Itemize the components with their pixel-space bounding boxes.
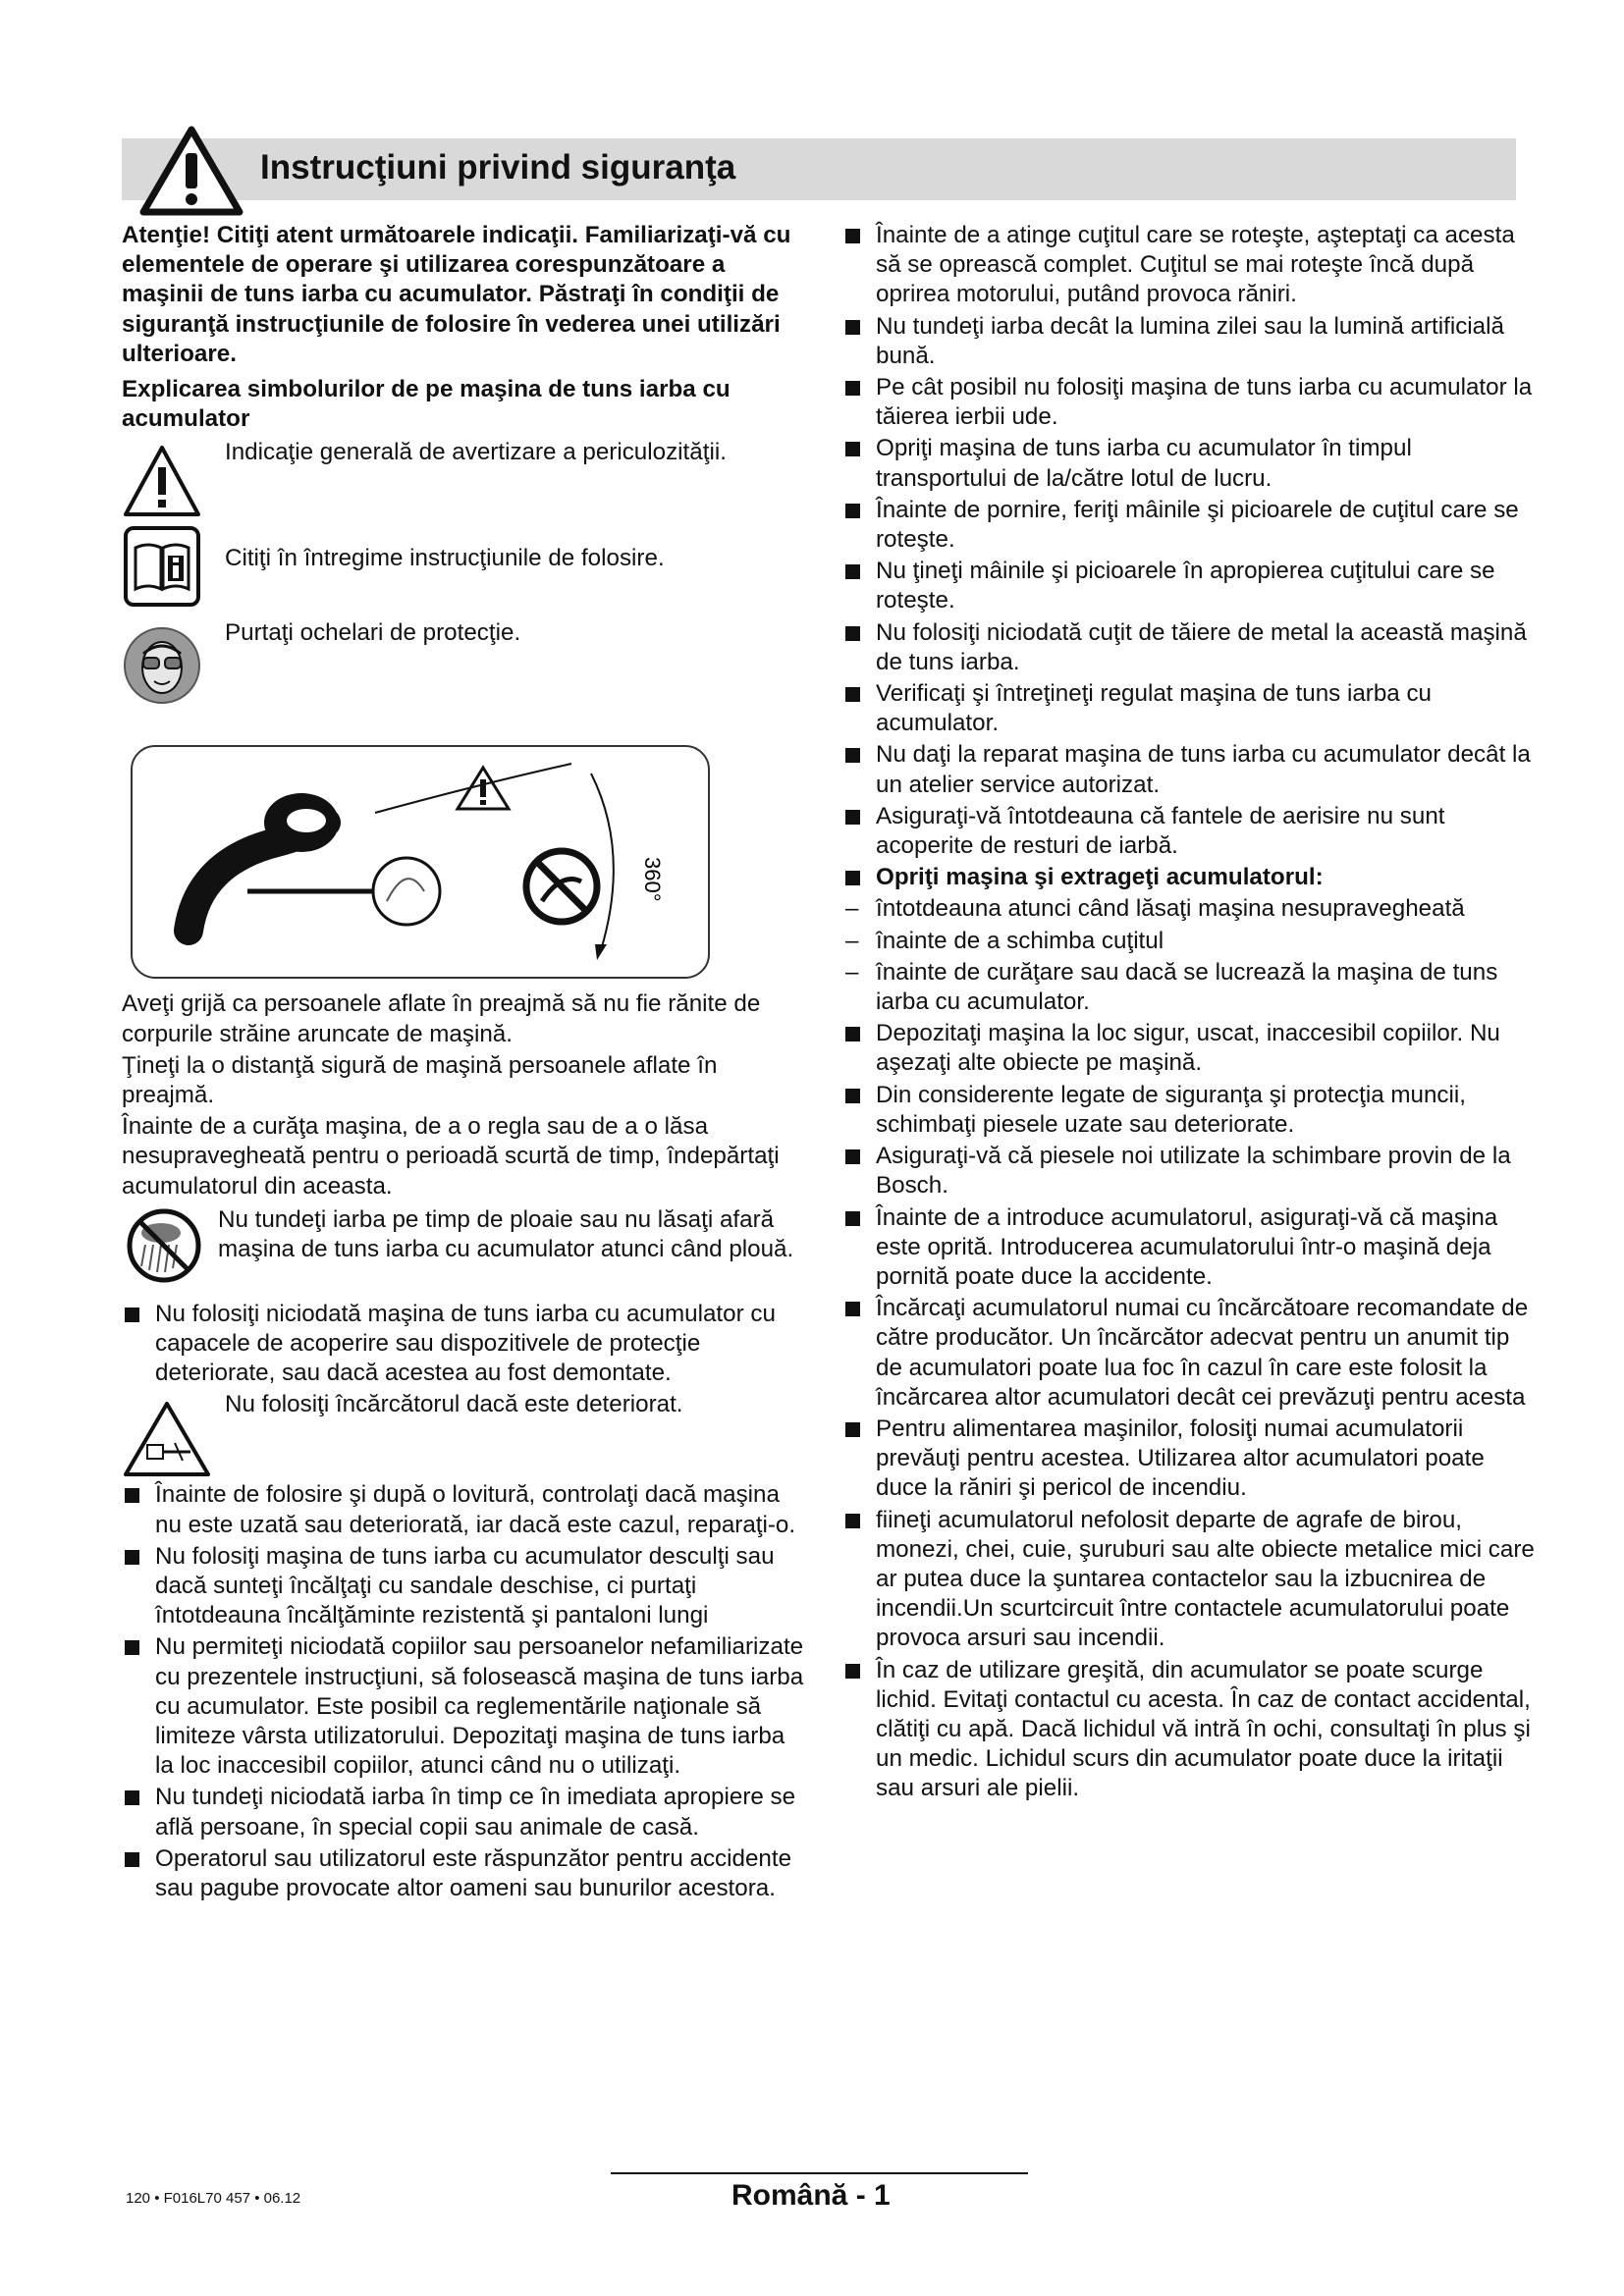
bullet-square-icon xyxy=(845,1089,860,1103)
list-item: fiineţi acumulatorul nefolosit departe de agrafe de birou, monezi, chei, cuie, şuruburi sau alte obiecte metalice mici care ar putea duce la şuntarea contactelor sau la izbucnirea de incendii.Un scurtcircuit între contactele acumulatorului poate provoca arsuri sau incendii. xyxy=(842,1506,1542,1654)
symbol-warning-text: Indicaţie generală de avertizare a periculozităţii. xyxy=(225,439,727,466)
symbol-rain-text: Nu tundeţi iarba pe timp de ploaie sau nu lăsaţi afară maşina de tuns iarba cu acumulator atunci când plouă. xyxy=(218,1205,794,1263)
bullet-square-icon xyxy=(845,687,860,702)
bullet-square-icon xyxy=(845,626,860,641)
page-title: Instrucţiuni privind siguranţa xyxy=(260,148,736,187)
bullet-square-icon xyxy=(845,871,860,885)
list-item: Înainte de pornire, feriţi mâinile şi picioarele de cuţitul care se roteşte. xyxy=(842,496,1542,555)
list-item: Nu ţineţi mâinile şi picioarele în apropierea cuţitului care se roteşte. xyxy=(842,557,1542,615)
bullet-square-icon xyxy=(125,1488,139,1503)
warning-triangle-icon xyxy=(137,124,245,218)
bullet-square-icon xyxy=(125,1852,139,1867)
no-rain-icon xyxy=(126,1207,202,1284)
bullet-square-icon xyxy=(845,1149,860,1164)
symbol-row-manual xyxy=(122,524,805,618)
bullet-square-icon xyxy=(125,1308,139,1322)
list-item: Încărcaţi acumulatorul numai cu încărcătoare recomandate de către producător. Un încărcător adecvat pentru un anumit tip de acumulatori poate lua foc în cazul în care este folosit la încărcarea altor acumulatori decât cei prevăzuţi pentru acesta xyxy=(842,1294,1542,1413)
bullet-square-icon xyxy=(845,442,860,456)
diagram-angle-label: 360° xyxy=(640,857,665,902)
bullet-square-icon xyxy=(845,1664,860,1679)
list-item: Nu permiteţi niciodată copiilor sau persoanelor nefamiliarizate cu prezentele instrucţiuni, să folosească maşina de tuns iarba cu acumulator. Este posibil ca reglementările naţionale să limiteze vârsta utilizatorului. Depozitaţi maşina de tuns iarba la loc inaccesibil copiilor, atunci când nu o utilizaţi. xyxy=(122,1632,805,1781)
page-number: Română - 1 xyxy=(731,2179,891,2212)
cleaning-text: Înainte de a curăţa maşina, de a o regla sau de a o lăsa nesupravegheată pentru o perioadă scurtă de timp, îndepărtaţi acumulatorul din aceasta. xyxy=(122,1113,780,1200)
bullet-square-icon xyxy=(125,1550,139,1565)
list-item: Asiguraţi-vă întotdeauna că fantele de aerisire nu sunt acoperite de resturi de iarbă. xyxy=(842,802,1542,861)
bullet-square-icon xyxy=(125,1790,139,1805)
symbol-goggles-text: Purtaţi ochelari de protecţie. xyxy=(225,619,521,647)
list-item: – înainte de curăţare sau dacă se lucrează la maşina de tuns iarba cu acumulator. xyxy=(845,958,1498,1016)
list-item: Înainte de a introduce acumulatorul, asiguraţi-vă că maşina este oprită. Introducerea acumulatorului într-o maşină deja pornită poate duce la accidente. xyxy=(842,1203,1542,1293)
list-item: Asiguraţi-vă că piesele noi utilizate la schimbare provin de la Bosch. xyxy=(842,1142,1542,1201)
warning-triangle-icon xyxy=(122,444,202,518)
list-item: – înainte de a schimba cuţitul xyxy=(845,927,1164,954)
symbol-charger-text: Nu folosiţi încărcătorul dacă este deteriorat. xyxy=(225,1391,683,1418)
list-item: Pentru alimentarea maşinilor, folosiţi numai acumulatorii prevăuţi pentru acestea. Utilizarea altor acumulatori poate duce la răniri şi pericol de incendiu. xyxy=(842,1415,1542,1504)
bullet-square-icon xyxy=(845,564,860,579)
stop-machine-heading: Opriţi maşina şi extrageţi acumulatorul: xyxy=(842,863,1542,892)
distance-text: Ţineţi la o distanţă sigură de maşină persoanele aflate în preajmă. xyxy=(122,1051,718,1109)
intro-warning: Atenţie! Citiţi atent următoarele indicaţii. Familiarizaţi-vă cu elementele de operare şi utilizarea corespunzătoare a maşinii de tuns iarba cu acumulator. Păstraţi în condiţii de siguranţă instrucţiunile de folosire în vederea unei utilizări ulterioare. xyxy=(122,222,791,367)
list-item: Nu folosiţi maşina de tuns iarba cu acumulator desculţi sau dacă sunteţi încălţaţi cu sandale deschise, ci purtaţi întotdeauna încălţăminte rezistentă şi pantaloni lungi xyxy=(122,1542,805,1631)
list-item: Pe cât posibil nu folosiţi maşina de tuns iarba cu acumulator la tăierea ierbii ude. xyxy=(842,373,1542,432)
footer-rule xyxy=(611,2172,1028,2174)
bullet-square-icon xyxy=(125,1640,139,1655)
footer-code: 120 • F016L70 457 • 06.12 xyxy=(126,2190,301,2207)
list-item: Înainte de a atinge cuţitul care se roteşte, aşteptaţi ca acesta să se oprească complet. Cuţitul se mai roteşte încă după oprirea motorului, putând provoca răniri. xyxy=(842,221,1542,310)
bullet-square-icon xyxy=(845,381,860,396)
symbols-heading: Explicarea simbolurilor de pe maşina de tuns iarba cu acumulator xyxy=(122,376,731,433)
bullet-square-icon xyxy=(845,1422,860,1437)
symbol-manual-text: Citiţi în întregime instrucţiunile de folosire. xyxy=(225,545,665,572)
left-column xyxy=(122,221,805,1905)
safety-goggles-icon xyxy=(122,622,202,709)
bullet-square-icon xyxy=(845,1302,860,1316)
list-item: Operatorul sau utilizatorul este răspunzător pentru accidente sau pagube provocate altor oameni sau bunurilor acestora. xyxy=(122,1844,805,1903)
list-item: Opriţi maşina de tuns iarba cu acumulator în timpul transportului de la/către lotul de lucru. xyxy=(842,434,1542,493)
list-item: Înainte de folosire şi după o lovitură, controlaţi dacă maşina nu este uzată sau deteriorată, iar dacă este cazul, reparaţi-o. xyxy=(122,1480,805,1539)
list-item: – întotdeauna atunci când lăsaţi maşina nesupravegheată xyxy=(845,895,1465,923)
right-column xyxy=(842,221,1542,1806)
symbol-row-rain xyxy=(122,1205,805,1300)
list-item: Verificaţi şi întreţineţi regulat maşina de tuns iarba cu acumulator. xyxy=(842,679,1542,738)
bullet-square-icon xyxy=(845,1027,860,1041)
bullet-square-icon xyxy=(845,504,860,518)
symbol-row-goggles xyxy=(122,618,805,717)
bystanders-text: Aveţi grijă ca persoanele aflate în preajmă să nu fie rănite de corpurile străine aruncate de maşină. xyxy=(122,990,761,1047)
list-item: Depozitaţi maşina la loc sigur, uscat, inaccesibil copiilor. Nu aşezaţi alte obiecte pe maşină. xyxy=(842,1019,1542,1078)
bullet-square-icon xyxy=(845,229,860,243)
list-item: Nu folosiţi niciodată cuţit de tăiere de metal la această maşină de tuns iarba. xyxy=(842,618,1542,677)
bullet-square-icon xyxy=(845,1211,860,1226)
damaged-charger-warning-icon xyxy=(122,1400,212,1478)
list-item: Nu folosiţi niciodată maşina de tuns iarba cu acumulator cu capacele de acoperire sau dispozitivele de protecţie deteriorate, sau dacă acestea au fost demontate. xyxy=(122,1300,805,1389)
thrown-objects-diagram xyxy=(130,744,711,980)
list-item: Nu tundeţi iarba decât la lumina zilei sau la lumină artificială bună. xyxy=(842,312,1542,371)
list-item: Nu tundeţi niciodată iarba în timp ce în imediata apropiere se află persoane, în special copii sau animale de casă. xyxy=(122,1783,805,1842)
bullet-square-icon xyxy=(845,320,860,335)
list-item: Din considerente legate de siguranţa şi protecţia muncii, schimbaţi piesele uzate sau deteriorate. xyxy=(842,1081,1542,1140)
bullet-square-icon xyxy=(845,810,860,825)
list-item: Nu daţi la reparat maşina de tuns iarba cu acumulator decât la un atelier service autorizat. xyxy=(842,740,1542,799)
symbol-row-warning xyxy=(122,438,805,524)
bullet-square-icon xyxy=(845,1514,860,1528)
symbol-row-charger xyxy=(122,1390,805,1480)
bullet-square-icon xyxy=(845,748,860,763)
list-item: În caz de utilizare greşită, din acumulator se poate scurge lichid. Evitaţi contactul cu acesta. În caz de contact accidental, clătiţi cu apă. Dacă lichidul vă intră în ochi, consultaţi în plus şi un medic. Lichidul scurs din acumulator poate duce la iritaţii sau arsuri ale pielii. xyxy=(842,1656,1542,1804)
read-manual-icon xyxy=(122,524,202,609)
